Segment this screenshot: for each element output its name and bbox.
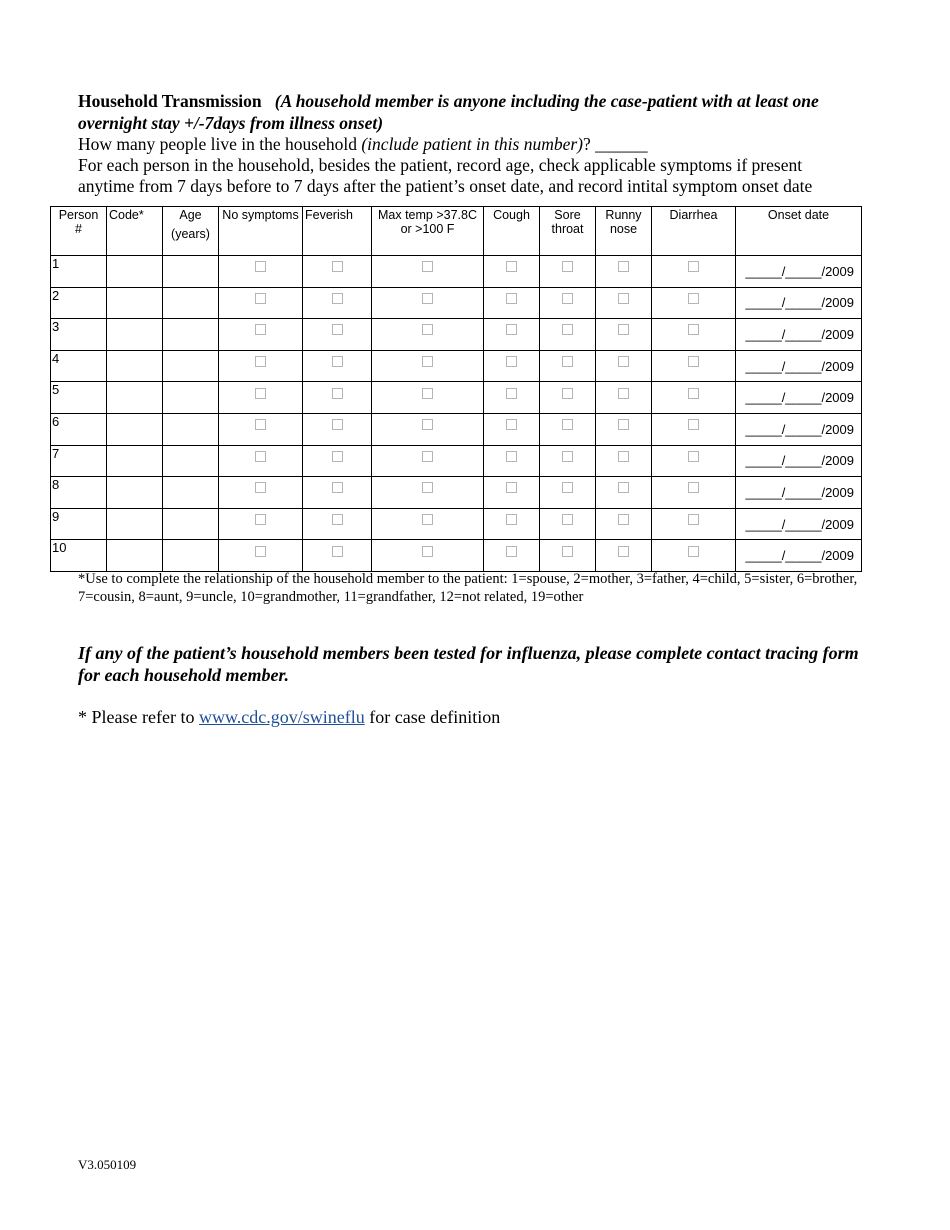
sore-throat-checkbox[interactable]: [562, 419, 573, 430]
sore-throat-cell: [540, 540, 596, 572]
no-symptoms-cell: [219, 287, 303, 319]
code-field[interactable]: [107, 319, 163, 351]
cough-checkbox[interactable]: [506, 356, 517, 367]
onset-date-field[interactable]: _____/_____/2009: [736, 256, 862, 288]
cough-checkbox[interactable]: [506, 293, 517, 304]
age-field[interactable]: [163, 256, 219, 288]
sore-throat-checkbox[interactable]: [562, 324, 573, 335]
header-feverish: Feverish: [303, 207, 372, 256]
sore-throat-checkbox[interactable]: [562, 261, 573, 272]
sore-throat-checkbox[interactable]: [562, 546, 573, 557]
no-symptoms-checkbox[interactable]: [255, 261, 266, 272]
feverish-cell: [303, 287, 372, 319]
diarrhea-checkbox[interactable]: [688, 514, 699, 525]
person-number: 3: [51, 319, 107, 351]
onset-date-field[interactable]: _____/_____/2009: [736, 477, 862, 509]
max-temp-cell: [372, 445, 484, 477]
header-cough: Cough: [484, 207, 540, 256]
table-row: [51, 256, 862, 288]
runny-nose-checkbox[interactable]: [618, 261, 629, 272]
feverish-checkbox[interactable]: [332, 514, 343, 525]
no-symptoms-cell: [219, 350, 303, 382]
sore-throat-checkbox[interactable]: [562, 514, 573, 525]
sore-throat-checkbox[interactable]: [562, 451, 573, 462]
diarrhea-checkbox[interactable]: [688, 293, 699, 304]
feverish-cell: [303, 256, 372, 288]
cough-checkbox[interactable]: [506, 324, 517, 335]
runny-nose-cell: [596, 350, 652, 382]
refer-prefix: * Please refer to: [78, 707, 199, 727]
code-field[interactable]: [107, 477, 163, 509]
runny-nose-checkbox[interactable]: [618, 356, 629, 367]
code-field[interactable]: [107, 256, 163, 288]
no-symptoms-cell: [219, 382, 303, 414]
no-symptoms-checkbox[interactable]: [255, 293, 266, 304]
diarrhea-cell: [652, 477, 736, 509]
max-temp-cell: [372, 256, 484, 288]
age-field[interactable]: [163, 413, 219, 445]
household-count-question: [78, 134, 648, 155]
cough-cell: [484, 445, 540, 477]
feverish-cell: [303, 477, 372, 509]
max-temp-checkbox[interactable]: [422, 482, 433, 493]
diarrhea-cell: [652, 540, 736, 572]
feverish-cell: [303, 540, 372, 572]
runny-nose-cell: [596, 319, 652, 351]
runny-nose-cell: [596, 382, 652, 414]
feverish-checkbox[interactable]: [332, 388, 343, 399]
no-symptoms-checkbox[interactable]: [255, 546, 266, 557]
feverish-cell: [303, 350, 372, 382]
person-number: 2: [51, 287, 107, 319]
max-temp-cell: [372, 413, 484, 445]
max-temp-cell: [372, 540, 484, 572]
age-field[interactable]: [163, 287, 219, 319]
max-temp-checkbox[interactable]: [422, 261, 433, 272]
table-row: [51, 413, 862, 445]
no-symptoms-cell: [219, 508, 303, 540]
feverish-cell: [303, 445, 372, 477]
no-symptoms-checkbox[interactable]: [255, 324, 266, 335]
max-temp-checkbox[interactable]: [422, 546, 433, 557]
feverish-checkbox[interactable]: [332, 419, 343, 430]
runny-nose-checkbox[interactable]: [618, 293, 629, 304]
cough-checkbox[interactable]: [506, 451, 517, 462]
version-label: V3.050109: [78, 1157, 137, 1172]
header-onset-date: Onset date: [736, 207, 862, 256]
code-field[interactable]: [107, 445, 163, 477]
diarrhea-cell: [652, 413, 736, 445]
relationship-code-footnote: *Use to complete the relationship of the household member to the patient: 1=spouse, 2=mother, 3=father, 4=child, 5=sister, 6=brother, 7=cousin, 8=aunt, 9=uncle, 10=grandmother, 11=grandfather, 12=not related, 19=other: [78, 571, 858, 605]
sore-throat-checkbox[interactable]: [562, 356, 573, 367]
diarrhea-cell: [652, 319, 736, 351]
diarrhea-cell: [652, 382, 736, 414]
cough-cell: [484, 540, 540, 572]
header-no-symptoms: No symptoms: [219, 207, 303, 256]
age-field[interactable]: [163, 350, 219, 382]
header-max-temp: Max temp >37.8C or >100 F: [372, 207, 484, 256]
sore-throat-checkbox[interactable]: [562, 388, 573, 399]
runny-nose-cell: [596, 477, 652, 509]
feverish-checkbox[interactable]: [332, 261, 343, 272]
age-field[interactable]: [163, 508, 219, 540]
cough-cell: [484, 477, 540, 509]
cough-cell: [484, 256, 540, 288]
cough-cell: [484, 508, 540, 540]
cough-checkbox[interactable]: [506, 261, 517, 272]
diarrhea-cell: [652, 287, 736, 319]
runny-nose-cell: [596, 256, 652, 288]
cough-cell: [484, 350, 540, 382]
cough-checkbox[interactable]: [506, 514, 517, 525]
person-number: 5: [51, 382, 107, 414]
onset-date-field[interactable]: _____/_____/2009: [736, 287, 862, 319]
code-field[interactable]: [107, 508, 163, 540]
refer-suffix: for case definition: [364, 707, 501, 727]
sore-throat-cell: [540, 319, 596, 351]
feverish-checkbox[interactable]: [332, 546, 343, 557]
cough-cell: [484, 413, 540, 445]
max-temp-checkbox[interactable]: [422, 451, 433, 462]
diarrhea-checkbox[interactable]: [688, 324, 699, 335]
sore-throat-cell: [540, 413, 596, 445]
runny-nose-checkbox[interactable]: [618, 482, 629, 493]
onset-date-field[interactable]: _____/_____/2009: [736, 413, 862, 445]
table-row: [51, 540, 862, 572]
table-header-row: [51, 207, 862, 256]
max-temp-cell: [372, 287, 484, 319]
runny-nose-cell: [596, 287, 652, 319]
table-row: [51, 445, 862, 477]
onset-date-field[interactable]: _____/_____/2009: [736, 508, 862, 540]
person-number: 10: [51, 540, 107, 572]
feverish-cell: [303, 508, 372, 540]
feverish-checkbox[interactable]: [332, 324, 343, 335]
person-number: 6: [51, 413, 107, 445]
diarrhea-checkbox[interactable]: [688, 419, 699, 430]
cough-checkbox[interactable]: [506, 419, 517, 430]
onset-date-field[interactable]: _____/_____/2009: [736, 445, 862, 477]
onset-date-field[interactable]: _____/_____/2009: [736, 382, 862, 414]
runny-nose-cell: [596, 540, 652, 572]
table-row: [51, 319, 862, 351]
instructions-line-2: anytime from 7 days before to 7 days after the patient’s onset date, and record intital symptom onset date: [78, 176, 813, 196]
onset-date-field[interactable]: _____/_____/2009: [736, 350, 862, 382]
household-table: [50, 206, 862, 572]
diarrhea-cell: [652, 445, 736, 477]
cough-checkbox[interactable]: [506, 546, 517, 557]
runny-nose-cell: [596, 413, 652, 445]
max-temp-checkbox[interactable]: [422, 388, 433, 399]
max-temp-cell: [372, 508, 484, 540]
person-number: 7: [51, 445, 107, 477]
no-symptoms-cell: [219, 319, 303, 351]
section-title: Household Transmission: [78, 91, 262, 111]
diarrhea-checkbox[interactable]: [688, 482, 699, 493]
feverish-cell: [303, 319, 372, 351]
onset-date-field[interactable]: _____/_____/2009: [736, 540, 862, 572]
diarrhea-checkbox[interactable]: [688, 356, 699, 367]
age-field[interactable]: [163, 382, 219, 414]
max-temp-cell: [372, 382, 484, 414]
max-temp-checkbox[interactable]: [422, 514, 433, 525]
header-code: Code*: [107, 207, 163, 256]
instructions-line-1: For each person in the household, besides the patient, record age, check applicable symptoms if present: [78, 155, 803, 175]
max-temp-checkbox[interactable]: [422, 293, 433, 304]
no-symptoms-checkbox[interactable]: [255, 482, 266, 493]
case-definition-reference: [78, 706, 500, 728]
max-temp-cell: [372, 319, 484, 351]
no-symptoms-cell: [219, 413, 303, 445]
no-symptoms-cell: [219, 256, 303, 288]
feverish-cell: [303, 382, 372, 414]
no-symptoms-checkbox[interactable]: [255, 451, 266, 462]
diarrhea-checkbox[interactable]: [688, 388, 699, 399]
contact-tracing-note: If any of the patient’s household members been tested for influenza, please complete contact tracing form for each household member.: [78, 643, 859, 685]
max-temp-checkbox[interactable]: [422, 324, 433, 335]
feverish-cell: [303, 413, 372, 445]
cough-cell: [484, 287, 540, 319]
diarrhea-checkbox[interactable]: [688, 451, 699, 462]
sore-throat-checkbox[interactable]: [562, 293, 573, 304]
no-symptoms-checkbox[interactable]: [255, 514, 266, 525]
no-symptoms-checkbox[interactable]: [255, 356, 266, 367]
question-italic: (include patient in this number): [361, 134, 583, 154]
no-symptoms-checkbox[interactable]: [255, 419, 266, 430]
cough-cell: [484, 382, 540, 414]
sore-throat-cell: [540, 350, 596, 382]
runny-nose-checkbox[interactable]: [618, 324, 629, 335]
no-symptoms-cell: [219, 477, 303, 509]
diarrhea-cell: [652, 508, 736, 540]
diarrhea-cell: [652, 350, 736, 382]
feverish-checkbox[interactable]: [332, 293, 343, 304]
question-prefix: How many people live in the household: [78, 134, 362, 154]
sore-throat-cell: [540, 287, 596, 319]
table-row: [51, 287, 862, 319]
runny-nose-checkbox[interactable]: [618, 419, 629, 430]
header-person: Person #: [51, 207, 107, 256]
age-field[interactable]: [163, 445, 219, 477]
runny-nose-checkbox[interactable]: [618, 514, 629, 525]
table-row: [51, 382, 862, 414]
no-symptoms-checkbox[interactable]: [255, 388, 266, 399]
cough-cell: [484, 319, 540, 351]
sore-throat-cell: [540, 382, 596, 414]
sore-throat-checkbox[interactable]: [562, 482, 573, 493]
section-heading: [78, 90, 878, 134]
person-number: 8: [51, 477, 107, 509]
max-temp-checkbox[interactable]: [422, 356, 433, 367]
sore-throat-cell: [540, 508, 596, 540]
max-temp-cell: [372, 350, 484, 382]
header-sore-throat: Sore throat: [540, 207, 596, 256]
max-temp-cell: [372, 477, 484, 509]
cough-checkbox[interactable]: [506, 388, 517, 399]
table-row: [51, 508, 862, 540]
person-number: 4: [51, 350, 107, 382]
diarrhea-cell: [652, 256, 736, 288]
cough-checkbox[interactable]: [506, 482, 517, 493]
feverish-checkbox[interactable]: [332, 482, 343, 493]
code-field[interactable]: [107, 413, 163, 445]
person-number: 1: [51, 256, 107, 288]
runny-nose-cell: [596, 508, 652, 540]
runny-nose-checkbox[interactable]: [618, 546, 629, 557]
no-symptoms-cell: [219, 445, 303, 477]
cdc-swineflu-link[interactable]: www.cdc.gov/swineflu: [198, 707, 365, 727]
runny-nose-cell: [596, 445, 652, 477]
diarrhea-checkbox[interactable]: [688, 261, 699, 272]
onset-date-field[interactable]: _____/_____/2009: [736, 319, 862, 351]
table-row: [51, 350, 862, 382]
no-symptoms-cell: [219, 540, 303, 572]
household-definition-note: (A household member is anyone including the case-patient with at least one overnight stay +/-7days from illness onset): [78, 91, 819, 133]
question-suffix: ? ______: [583, 134, 648, 154]
age-field[interactable]: [163, 477, 219, 509]
runny-nose-checkbox[interactable]: [618, 451, 629, 462]
max-temp-checkbox[interactable]: [422, 419, 433, 430]
code-field[interactable]: [107, 540, 163, 572]
age-field[interactable]: [163, 319, 219, 351]
code-field[interactable]: [107, 350, 163, 382]
code-field[interactable]: [107, 382, 163, 414]
diarrhea-checkbox[interactable]: [688, 546, 699, 557]
sore-throat-cell: [540, 477, 596, 509]
feverish-checkbox[interactable]: [332, 451, 343, 462]
runny-nose-checkbox[interactable]: [618, 388, 629, 399]
sore-throat-cell: [540, 445, 596, 477]
age-field[interactable]: [163, 540, 219, 572]
header-age: Age (years): [163, 207, 219, 256]
code-field[interactable]: [107, 287, 163, 319]
table-row: [51, 477, 862, 509]
header-runny-nose: Runny nose: [596, 207, 652, 256]
feverish-checkbox[interactable]: [332, 356, 343, 367]
sore-throat-cell: [540, 256, 596, 288]
person-number: 9: [51, 508, 107, 540]
header-diarrhea: Diarrhea: [652, 207, 736, 256]
